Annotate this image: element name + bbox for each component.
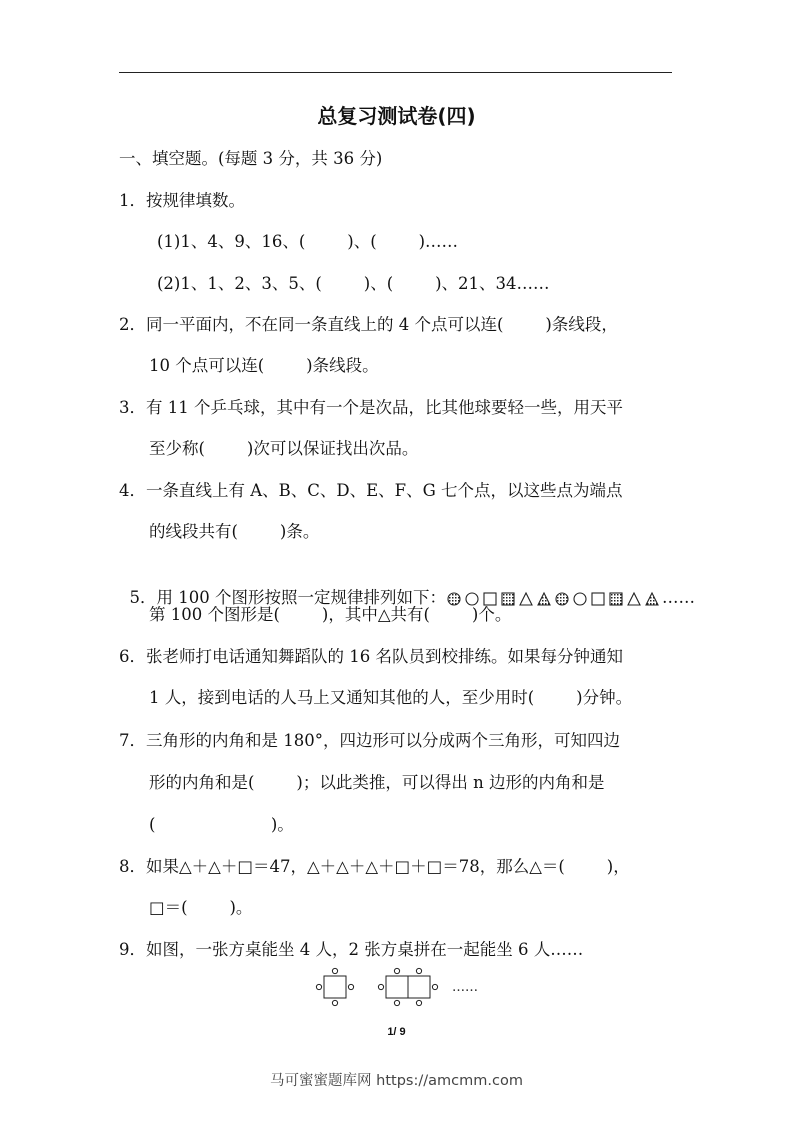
question-5-ellipsis: …… [661, 588, 695, 607]
question-4-line-1: 4．一条直线上有 A、B、C、D、E、F、G 七个点，以这些点为端点 [119, 481, 623, 500]
question-8-line-1: 8．如果△＋△＋□＝47，△＋△＋△＋□＋□＝78，那么△＝( )， [119, 857, 630, 876]
question-1-part-1: (1)1、4、9、16、( )、( )…… [157, 232, 459, 251]
figure-ellipsis: …… [452, 980, 478, 995]
question-4-line-2: 的线段共有( )条。 [149, 522, 320, 541]
question-1-part-2: (2)1、1、2、3、5、( )、( )、21、34…… [157, 274, 550, 293]
question-9: 9．如图，一张方桌能坐 4 人，2 张方桌拼在一起能坐 6 人…… [119, 940, 584, 959]
question-7-line-1: 7．三角形的内角和是 180°，四边形可以分成两个三角形，可知四边 [119, 731, 620, 750]
footer-watermark: 马可蜜蜜题库网 https://amcmm.com [270, 1073, 523, 1089]
question-1: 1．按规律填数。 [119, 191, 245, 210]
question-7-line-2: 形的内角和是( )；以此类推，可以得出 n 边形的内角和是 [149, 773, 605, 792]
question-5-line-2: 第 100 个图形是( )，其中△共有( )个。 [149, 605, 512, 624]
header-rule [119, 72, 672, 73]
tables-diagram-icon [310, 964, 490, 1010]
question-6-line-2: 1 人，接到电话的人马上又通知其他的人，至少用时( )分钟。 [149, 688, 633, 707]
question-2-line-1: 2．同一平面内，不在同一条直线上的 4 个点可以连( )条线段， [119, 315, 618, 334]
question-2-line-2: 10 个点可以连( )条线段。 [149, 356, 379, 375]
question-8-line-2: □＝( )。 [149, 898, 253, 917]
question-7-line-3: ( )。 [149, 815, 294, 834]
question-5-lead: 5．用 100 个图形按照一定规律排列如下： [129, 588, 446, 607]
page-number: 1/ 9 [387, 1026, 406, 1038]
question-3-line-1: 3．有 11 个乒乓球，其中有一个是次品，比其他球要轻一些，用天平 [119, 398, 623, 417]
tables-figure [310, 964, 490, 1014]
section-heading: 一、填空题。(每题 3 分，共 36 分) [119, 149, 383, 168]
question-6-line-1: 6．张老师打电话通知舞蹈队的 16 名队员到校排练。如果每分钟通知 [119, 647, 623, 666]
page-title: 总复习测试卷(四) [317, 104, 476, 128]
question-3-line-2: 至少称( )次可以保证找出次品。 [149, 439, 419, 458]
